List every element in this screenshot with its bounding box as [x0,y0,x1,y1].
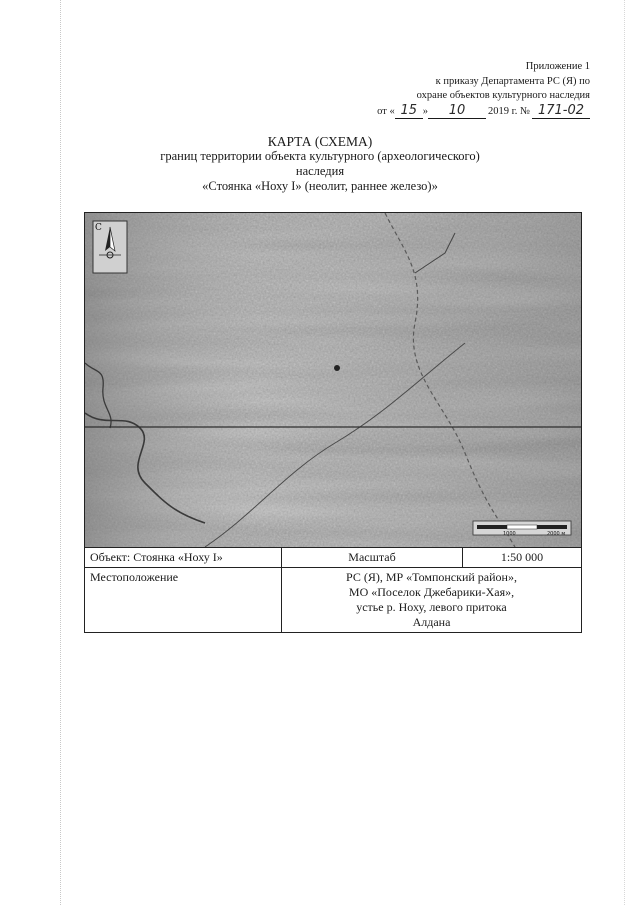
handwritten-month: 10 [428,104,486,120]
scale-bar [473,521,571,537]
location-label-cell: Местоположение [85,568,282,633]
appendix-line-3: охране объектов культурного наследия [416,90,590,101]
location-value-cell [282,568,582,633]
appendix-line-1: Приложение 1 [525,61,590,72]
scan-edge-left [60,0,61,905]
location-line-3: устье р. Ноху, левого притока [356,600,507,614]
appendix-header [350,60,590,119]
title-main: КАРТА (СХЕМА) [267,134,373,149]
scale-label-cell: Масштаб [282,548,463,568]
table-row-location [85,568,582,633]
location-line-4: Алдана [412,615,451,629]
date-prefix: от « [377,105,395,117]
handwritten-day: 15 [395,104,423,120]
scale-label-1000: 1000 [503,531,516,537]
title-line-3: наследия [295,164,345,178]
topographic-map [84,212,582,548]
appendix-line-2: к приказу Департамента РС (Я) по [435,75,590,87]
handwritten-order-number: 171-02 [532,104,590,120]
info-table [84,547,582,633]
date-separator: » [422,105,428,117]
title-line-2: границ территории объекта культурного (археологического) [160,149,480,163]
scan-edge-right [624,0,625,905]
title-line-4: «Стоянка «Ноху I» (неолит, раннее железо)» [202,179,438,193]
document-title [150,134,490,194]
table-row-object [85,548,582,568]
object-cell: Объект: Стоянка «Ноху I» [85,548,282,568]
appendix-order-line [350,104,590,120]
year-text: 2019 г. № [487,105,530,117]
north-label: С [95,223,102,233]
scale-value-cell: 1:50 000 [463,548,582,568]
location-line-1: РС (Я), МР «Томпонский район», [346,570,517,584]
map-image [85,213,581,547]
site-marker-icon [334,365,340,371]
location-line-2: МО «Поселок Джебарики-Хая», [348,585,515,599]
scale-label-2000: 2000 м [547,531,566,537]
